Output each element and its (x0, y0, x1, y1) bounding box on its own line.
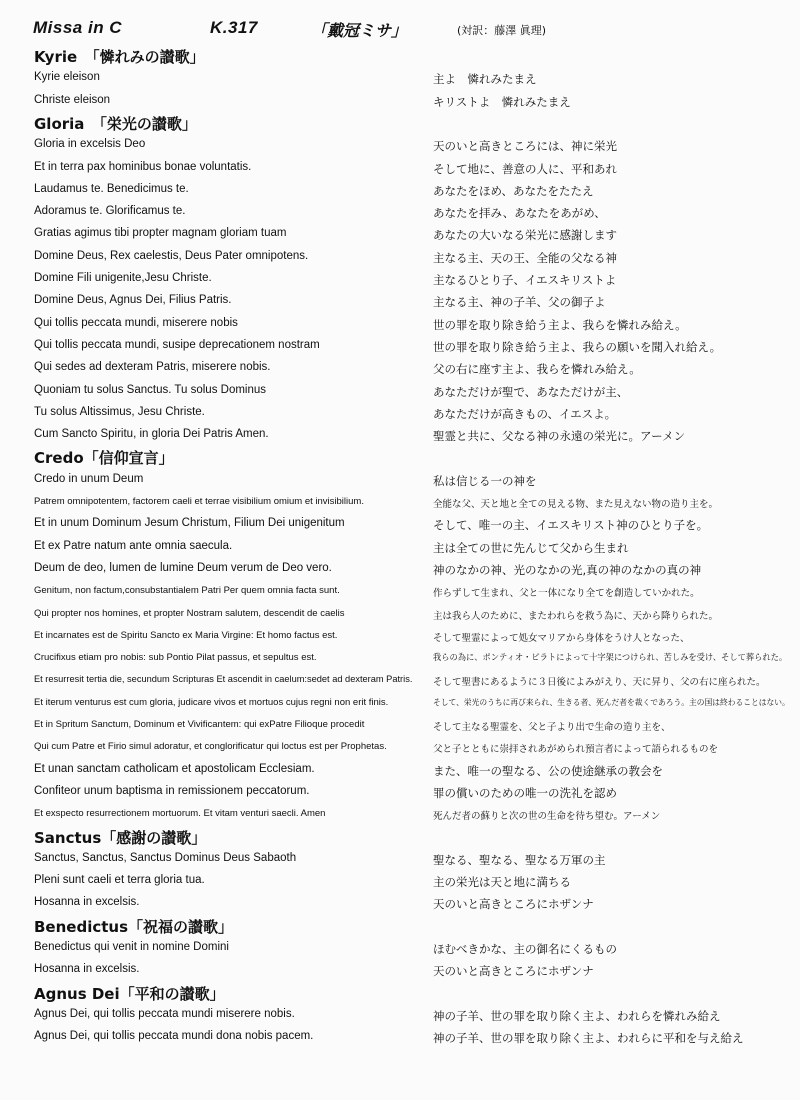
latin-text: Et ex Patre natum ante omnia saecula. (34, 539, 233, 552)
latin-text: Confiteor unum baptisma in remissionem peccatorum. (34, 784, 310, 797)
verse-row (0, 1003, 800, 1025)
japanese-translation: 天のいと高きところにホザンナ (433, 897, 594, 912)
verse-row (0, 869, 800, 891)
latin-text: Domine Fili unigenite,Jesu Christe. (34, 272, 212, 284)
section-heading: Agnus Dei「平和の讃歌」 (34, 984, 225, 1003)
verse-row (0, 735, 800, 757)
verse-row (0, 535, 800, 557)
japanese-translation: 父と子とともに崇拝されあがめられ預言者によって語られるものを (433, 744, 719, 756)
verse-row (0, 891, 800, 913)
latin-text: Laudamus te. Benedicimus te. (34, 182, 189, 195)
verse-row (0, 579, 800, 601)
latin-text: Gratias agimus tibi propter magnam gloriam tuam (34, 227, 287, 240)
verse-row (0, 468, 800, 490)
section-row (0, 111, 800, 133)
japanese-translation: 世の罪を取り除き給う主よ、我らを憐れみ給え。 (433, 317, 687, 332)
japanese-translation: 天のいと高きところには、神に栄光 (433, 139, 617, 154)
japanese-translation: 私は信じる一の神を (433, 473, 537, 488)
latin-text: Et in terra pax hominibus bonae voluntatis. (34, 160, 252, 173)
japanese-translation: あなたを拝み、あなたをあがめ、 (433, 206, 606, 221)
japanese-translation: また、唯一の聖なる、公の使途継承の教会を (433, 763, 663, 778)
japanese-translation: 死んだ者の蘇りと次の世の生命を待ち望む。アーメン (433, 811, 661, 823)
japanese-translation: 天のいと高きところにホザンナ (433, 964, 594, 979)
verse-row (0, 1025, 800, 1047)
japanese-translation: 神のなかの神、光のなかの光,真の神のなかの真の神 (433, 562, 702, 577)
verse-row (0, 379, 800, 401)
latin-text: Patrem omnipotentem, factorem caeli et terrae visibilium omium et invisibilium. (34, 496, 364, 507)
japanese-translation: 罪の償いのための唯一の洗礼を認め (433, 785, 617, 800)
section-heading: Kyrie 「憐れみの讃歌」 (34, 48, 205, 66)
latin-text: Gloria in excelsis Deo (34, 138, 146, 151)
latin-text: Et in Spritum Sanctum, Dominum et Vivificantem: qui exPatre Filioque procedit (34, 719, 365, 730)
japanese-title: 「戴冠ミサ」 (311, 21, 408, 40)
japanese-translation: あなただけが高きもの、イエスよ。 (433, 406, 617, 421)
verse-row (0, 512, 800, 534)
latin-text: Tu solus Altissimus, Jesu Christe. (34, 405, 205, 418)
latin-text: Agnus Dei, qui tollis peccata mundi dona nobis pacem. (34, 1030, 314, 1043)
japanese-translation: あなたの大いなる栄光に感謝します (433, 228, 617, 243)
verse-row (0, 936, 800, 958)
section-heading: Sanctus「感謝の讃歌」 (34, 828, 207, 847)
japanese-translation: 神の子羊、世の罪を取り除く主よ、われらに平和を与え給え (433, 1031, 744, 1046)
verse-row (0, 802, 800, 824)
verse-row (0, 847, 800, 869)
japanese-translation: 主なる主、天の王、全能の父なる神 (433, 250, 617, 265)
latin-text: Genitum, non factum,consubstantialem Patri Per quem omnia facta sunt. (34, 585, 340, 597)
japanese-translation: 主よ 憐れみたまえ (433, 72, 537, 87)
japanese-translation: 作らずして生まれ、父と一体になり全てを創造していかれた。 (433, 588, 700, 600)
latin-text: Benedictus qui venit in nomine Domini (34, 941, 229, 953)
latin-text: Domine Deus, Rex caelestis, Deus Pater omnipotens. (34, 249, 309, 262)
latin-text: Et unan sanctam catholicam et apostolicam Ecclesiam. (34, 762, 315, 775)
japanese-translation: 主なる主、神の子羊、父の御子よ (433, 295, 606, 310)
verse-row (0, 624, 800, 646)
latin-text: Et resurresit tertia die, secundum Scripturas Et ascendit in caelum:sedet ad dexteram Patris. (34, 674, 413, 685)
japanese-translation: 主は我ら人のために、またわれらを救う為に、天から降りられた。 (433, 610, 719, 622)
latin-text: Adoramus te. Glorificamus te. (34, 205, 186, 218)
japanese-translation: そして聖書にあるように３日後によみがえり、天に昇り、父の右に座られた。 (433, 677, 766, 689)
japanese-translation: あなただけが聖で、あなただけが主、 (433, 384, 629, 399)
translator-credit: (対訳：藤澤 眞理) (457, 24, 547, 37)
section-heading: Gloria 「栄光の讃歌」 (34, 114, 197, 133)
latin-text: Agnus Dei, qui tollis peccata mundi miserere nobis. (34, 1007, 295, 1020)
latin-text: Et in unum Dominum Jesum Christum, Filium Dei unigenitum (34, 517, 345, 530)
latin-text: Deum de deo, lumen de lumine Deum verum de Deo vero. (34, 561, 332, 574)
japanese-translation: キリストよ 憐れみたまえ (433, 94, 571, 109)
verse-row (0, 356, 800, 378)
verse-row (0, 66, 800, 88)
verse-row (0, 245, 800, 267)
japanese-translation: そして、唯一の主、イエスキリスト神のひとり子を。 (433, 518, 709, 533)
section-row (0, 981, 800, 1003)
latin-text: Hosanna in excelsis. (34, 896, 140, 909)
verse-row (0, 557, 800, 579)
latin-text: Credo in unum Deum (34, 472, 144, 485)
japanese-translation: 父の右に座す主よ、我らを憐れみ給え。 (433, 362, 641, 377)
japanese-translation: そして主なる聖霊を、父と子より出で生命の造り主を、 (433, 722, 671, 733)
section-heading: Benedictus「祝福の讃歌」 (34, 917, 234, 936)
latin-text: Christe eleison (34, 93, 111, 106)
section-heading: Credo「信仰宣言」 (34, 449, 174, 468)
japanese-translation: 世の罪を取り除き給う主よ、我らの願いを聞入れ給え。 (433, 339, 722, 354)
japanese-translation: 主は全ての世に先んじて父から生まれ (433, 540, 629, 555)
latin-text: Sanctus, Sanctus, Sanctus Dominus Deus Sabaoth (34, 851, 297, 864)
japanese-translation: そして地に、善意の人に、平和あれ (433, 161, 617, 176)
verse-row (0, 89, 800, 111)
japanese-translation: 聖霊と共に、父なる神の永遠の栄光に。アーメン (433, 429, 686, 444)
verse-row (0, 334, 800, 356)
verse-row (0, 178, 800, 200)
latin-text: Cum Sancto Spiritu, in gloria Dei Patris Amen. (34, 428, 269, 441)
verse-row (0, 401, 800, 423)
verse-row (0, 289, 800, 311)
verse-row (0, 713, 800, 735)
japanese-translation: 主の栄光は天と地に満ちる (433, 875, 571, 890)
latin-text: Hosanna in excelsis. (34, 963, 140, 976)
section-row (0, 445, 800, 467)
latin-text: Kyrie eleison (34, 71, 100, 84)
latin-text: Qui sedes ad dexteram Patris, miserere nobis. (34, 361, 271, 374)
verse-row (0, 267, 800, 289)
latin-text: Crucifixus etiam pro nobis: sub Pontio Pilat passus, et sepultus est. (34, 652, 317, 664)
verse-row (0, 958, 800, 980)
verse-row (0, 200, 800, 222)
latin-text: Qui propter nos homines, et propter Nostram salutem, descendit de caelis (34, 607, 345, 619)
kochel-number: K.317 (210, 18, 258, 37)
japanese-translation: ほむべきかな、主の御名にくるもの (433, 942, 617, 956)
verse-row (0, 490, 800, 512)
verse-row (0, 758, 800, 780)
latin-text: Qui cum Patre et Firio simul adoratur, et conglorificatur qui loctus est per Prophetas. (34, 741, 387, 753)
latin-text: Et exspecto resurrectionem mortuorum. Et vitam venturi saecli. Amen (34, 808, 326, 820)
latin-text: Domine Deus, Agnus Dei, Filius Patris. (34, 294, 232, 307)
japanese-translation: 神の子羊、世の罪を取り除く主よ、われらを憐れみ給え (433, 1008, 721, 1023)
latin-text: Pleni sunt caeli et terra gloria tua. (34, 874, 205, 887)
latin-text: Et iterum venturus est cum gloria, judicare vivos et mortuos cujus regni non erit finis. (34, 696, 389, 708)
japanese-translation: 主なるひとり子、イエスキリストよ (433, 273, 617, 287)
verse-row (0, 423, 800, 445)
latin-text: Et incarnates est de Spiritu Sancto ex Maria Virgine: Et homo factus est. (34, 629, 338, 641)
verse-row (0, 691, 800, 713)
latin-text: Quoniam tu solus Sanctus. Tu solus Dominus (34, 383, 267, 396)
verse-row (0, 668, 800, 690)
verse-row (0, 133, 800, 155)
mass-title: Missa in C (33, 18, 123, 37)
latin-text: Qui tollis peccata mundi, susipe deprecationem nostram (34, 338, 320, 351)
verse-row (0, 156, 800, 178)
japanese-translation: 我らの為に、ポンティオ・ピラトによって十字架につけられ、苦しみを受け、そして葬られた。 (433, 652, 788, 663)
japanese-translation: 聖なる、聖なる、聖なる万軍の主 (433, 852, 606, 867)
verse-row (0, 780, 800, 802)
verse-row (0, 312, 800, 334)
japanese-translation: そして聖霊によって処女マリアから身体をうけ人となった、 (433, 632, 690, 644)
japanese-translation: そして、栄光のうちに再び来られ、生きる者、死んだ者を裁くであろう。主の国は終わることはない。 (433, 697, 790, 707)
verse-row (0, 602, 800, 624)
verse-row (0, 646, 800, 668)
japanese-translation: 全能な父、天と地と全ての見える物、また見えない物の造り主を。 (433, 499, 719, 510)
section-row (0, 825, 800, 847)
verse-row (0, 222, 800, 244)
section-row (0, 914, 800, 936)
japanese-translation: あなたをほめ、あなたをたたえ (433, 183, 594, 198)
latin-text: Qui tollis peccata mundi, miserere nobis (34, 316, 238, 329)
section-row (0, 44, 800, 66)
